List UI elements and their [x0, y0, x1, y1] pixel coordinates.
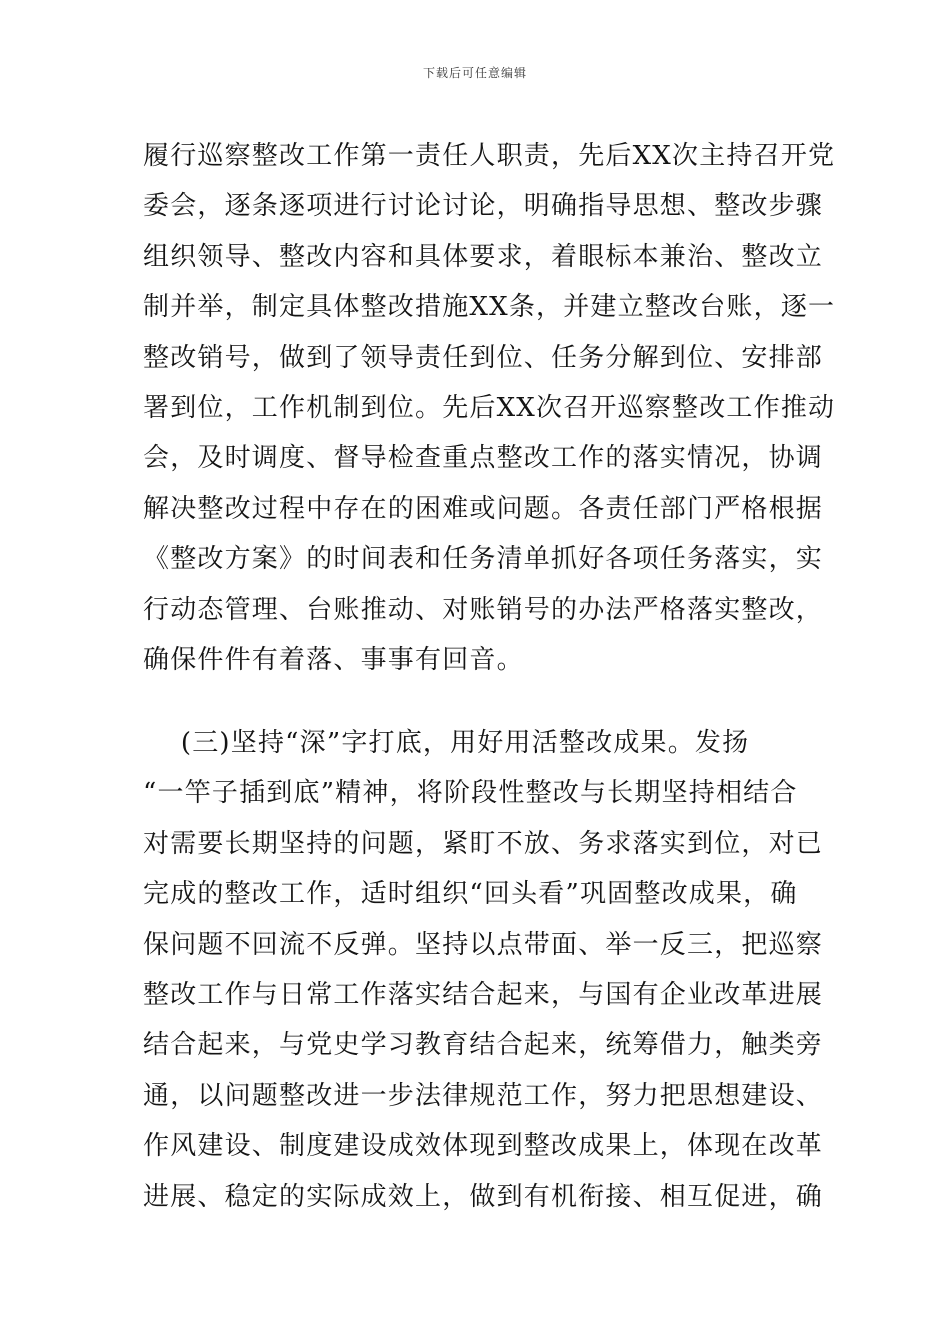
text-line: 行动态管理、台账推动、对账销号的办法严格落实整改， — [143, 594, 824, 625]
text-line: 履行巡察整改工作第一责任人职责，先后XX次主持召开党 — [143, 141, 836, 171]
text-line: 会，及时调度、督导检查重点整改工作的落实情况，协调 — [143, 443, 824, 474]
text-line: “一竿子插到底”精神，将阶段性整改与长期坚持相结合 — [143, 778, 798, 809]
header-note: 下载后可任意编辑 — [422, 66, 527, 80]
paragraph-1 — [143, 131, 836, 685]
text-line: 保问题不回流不反弹。坚持以点带面、举一反三，把巡察 — [143, 929, 824, 960]
text-line: 委会，逐条逐项进行讨论讨论，明确指导思想、整改步骤 — [143, 191, 824, 222]
text-line: 结合起来，与党史学习教育结合起来，统筹借力，触类旁 — [143, 1030, 824, 1061]
text-line: 整改工作与日常工作落实结合起来，与国有企业改革进展 — [143, 979, 824, 1010]
text-line: 解决整改过程中存在的困难或问题。各责任部门严格根据 — [143, 493, 824, 524]
text-line: 通，以问题整改进一步法律规范工作，努力把思想建设、 — [143, 1080, 824, 1111]
text-line: 制并举，制定具体整改措施XX条，并建立整改台账，逐一 — [143, 292, 836, 323]
text-line: 对需要长期坚持的问题，紧盯不放、务求落实到位，对已 — [143, 828, 824, 859]
section-heading-line: (三)坚持“深”字打底，用好用活整改成果。发扬 — [143, 728, 750, 758]
text-line: 整改销号，做到了领导责任到位、任务分解到位、安排部 — [143, 342, 824, 373]
text-line: 署到位，工作机制到位。先后XX次召开巡察整改工作推动 — [143, 392, 836, 423]
text-line: 组织领导、整改内容和具体要求，着眼标本兼治、整改立 — [143, 241, 824, 272]
text-line: 作风建设、制度建设成效体现到整改成果上，体现在改革 — [143, 1131, 824, 1162]
text-line: 完成的整改工作，适时组织“回头看”巩固整改成果，确 — [143, 879, 798, 910]
text-line: 确保件件有着落、事事有回音。 — [143, 644, 524, 675]
paragraph-2 — [143, 718, 823, 1222]
text-line: 《整改方案》的时间表和任务清单抓好各项任务落实，实 — [143, 544, 824, 575]
text-line: 进展、稳定的实际成效上，做到有机衔接、相互促进，确 — [143, 1181, 824, 1212]
